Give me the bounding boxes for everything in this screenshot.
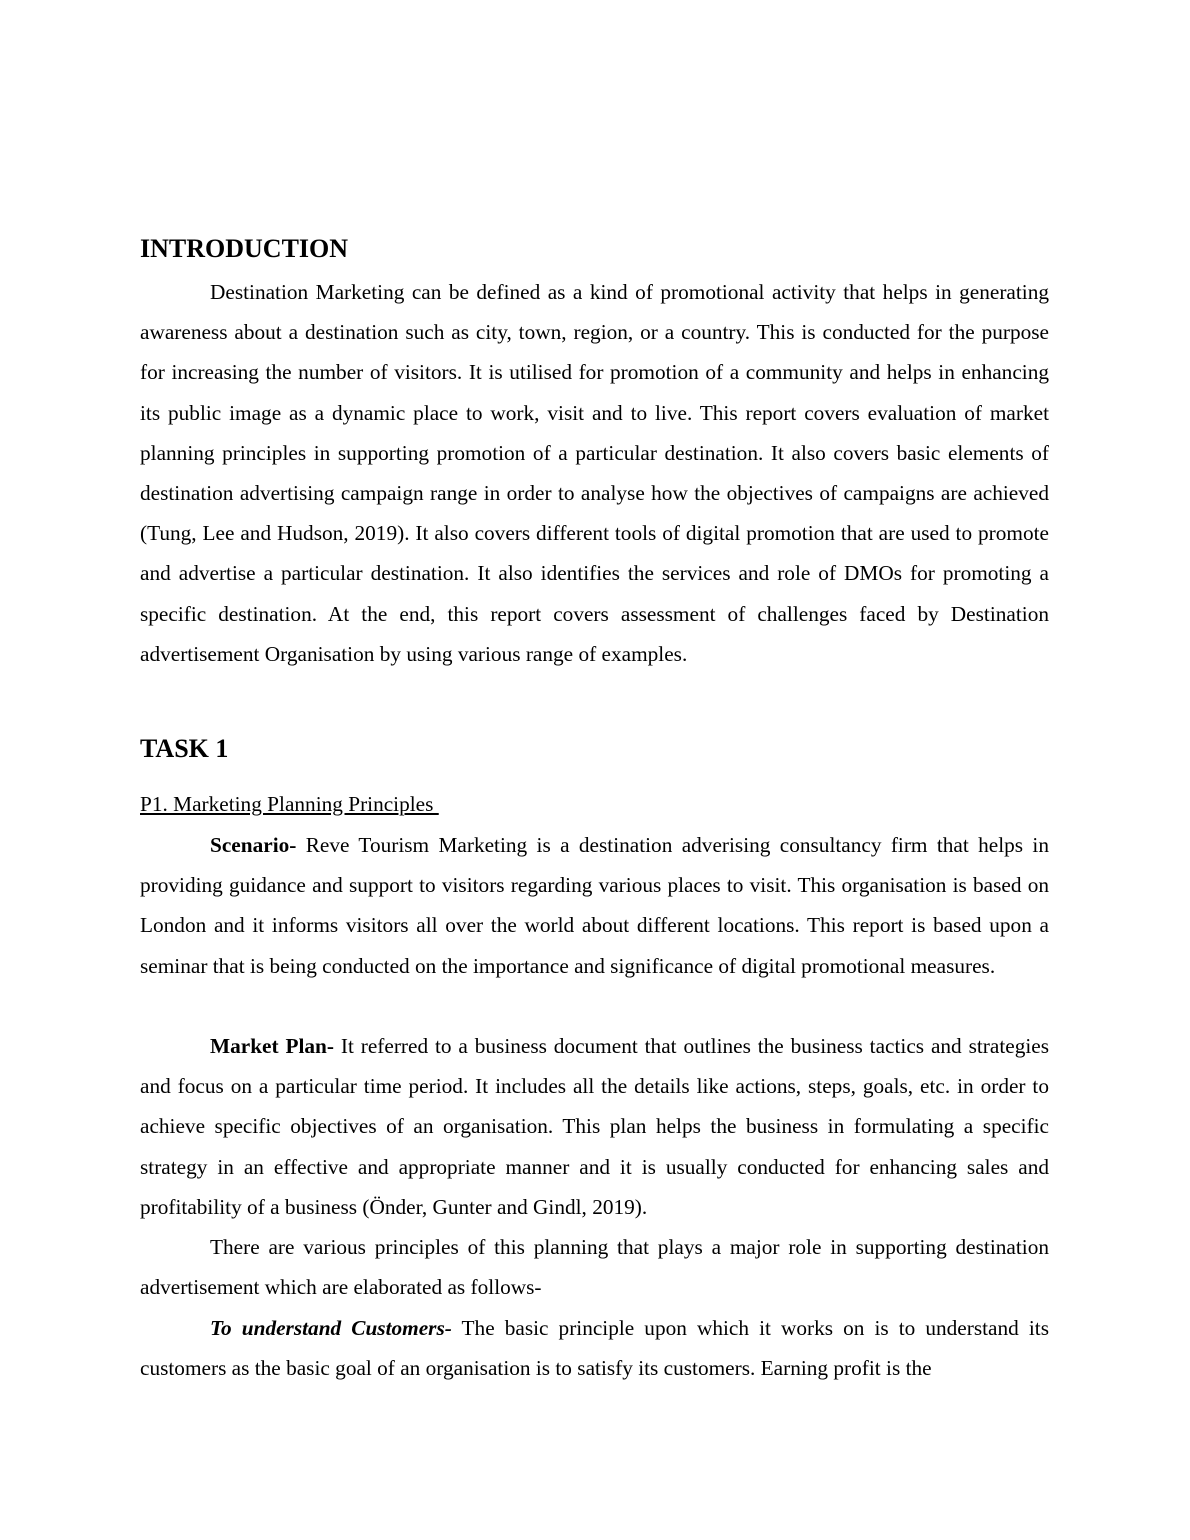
marketing-planning-principles-subheading: P1. Marketing Planning Principles (140, 792, 439, 816)
introduction-heading: INTRODUCTION (140, 234, 349, 263)
market-plan-lead: Market Plan- (210, 1034, 334, 1058)
scenario-lead: Scenario- (210, 833, 297, 857)
market-plan-paragraph (140, 1026, 1049, 1227)
understand-customers-text: The basic principle upon which it works on is to understand its customers as the basic goal of an organisation is to satisfy its customers. Earning profit is the (140, 1316, 1049, 1381)
understand-customers-paragraph (140, 1308, 1049, 1388)
introduction-paragraph: Destination Marketing can be defined as a kind of promotional activity that helps in generating awareness about a destination such as city, town, region, or a country. This is conducted for the purpose for increasing the number of visitors. It is utilised for promotion of a community and helps in enhancing its public image as a dynamic place to work, visit and to live. This report covers evaluation of market planning principles in supporting promotion of a particular destination. It also covers basic elements of destination advertising campaign range in order to analyse how the objectives of campaigns are achieved (Tung, Lee and Hudson, 2019). It also covers different tools of digital promotion that are used to promote and advertise a particular destination. It also identifies the services and role of DMOs for promoting a specific destination. At the end, this report covers assessment of challenges faced by Destination advertisement Organisation by using various range of examples. (140, 280, 1049, 666)
scenario-paragraph (140, 825, 1049, 986)
task1-heading: TASK 1 (140, 734, 229, 763)
principles-intro-paragraph: There are various principles of this planning that plays a major role in supporting destination advertisement which are elaborated as follows- (140, 1235, 1049, 1300)
market-plan-text: It referred to a business document that outlines the business tactics and strategies and focus on a particular time period. It includes all the details like actions, steps, goals, etc. in order to achieve specific objectives of an organisation. This plan helps the business in formulating a specific strategy in an effective and appropriate manner and it is usually conducted for enhancing sales and profitability of a business (Önder, Gunter and Gindl, 2019). (140, 1034, 1049, 1219)
understand-customers-lead: To understand Customers- (210, 1316, 452, 1340)
scenario-text: Reve Tourism Marketing is a destination adverising consultancy firm that helps in providing guidance and support to visitors regarding various places to visit. This organisation is based on London and it informs visitors all over the world about different locations. This report is based upon a seminar that is being conducted on the importance and significance of digital promotional measures. (140, 833, 1049, 978)
